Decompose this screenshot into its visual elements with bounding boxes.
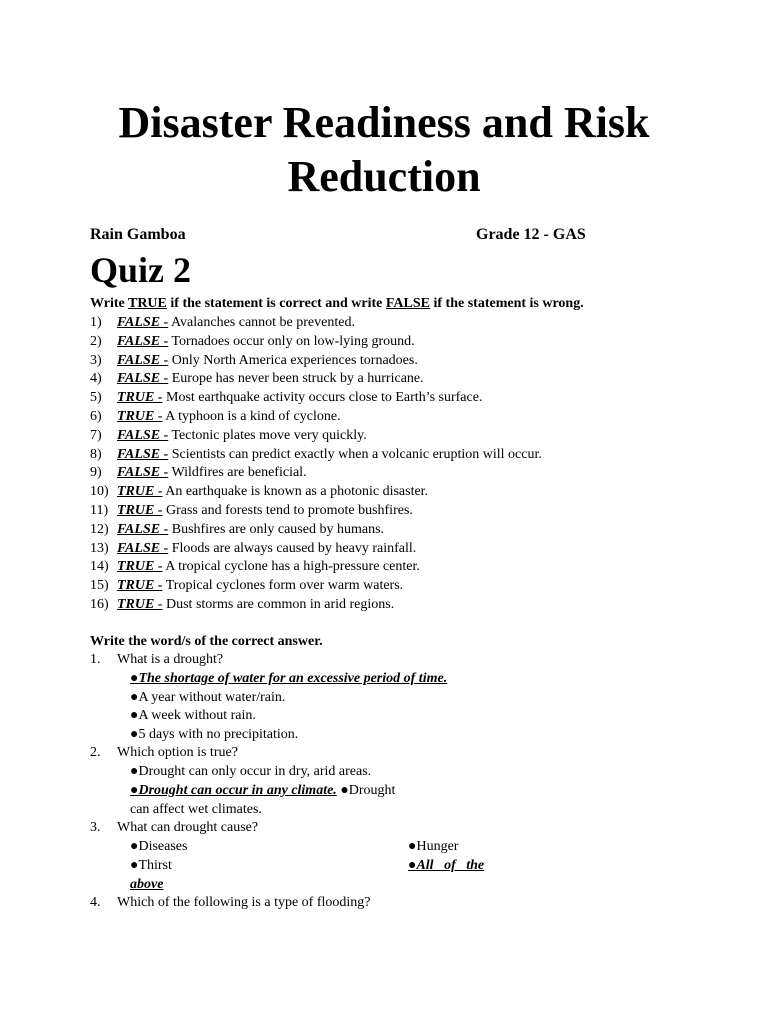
tf-item-statement: Tectonic plates move very quickly. bbox=[168, 427, 367, 443]
true-false-list bbox=[90, 314, 542, 615]
question-1: 1. What is a drought? bbox=[90, 652, 224, 667]
tf-item-number: 9) bbox=[90, 465, 102, 481]
tf-item-answer: FALSE - bbox=[117, 465, 169, 481]
tf-item-number: 3) bbox=[90, 352, 102, 368]
tf-item-answer: FALSE - bbox=[117, 333, 169, 349]
q2-option-1: ●Drought can only occur in dry, arid areas. bbox=[130, 764, 372, 779]
tf-item-answer: TRUE - bbox=[117, 578, 163, 594]
tf-item-number: 2) bbox=[90, 333, 102, 349]
tf-item-answer: TRUE - bbox=[117, 484, 163, 500]
tf-item-number: 11) bbox=[90, 502, 109, 518]
tf-item-answer: FALSE - bbox=[117, 371, 169, 387]
tf-item bbox=[90, 521, 542, 540]
student-name: Rain Gamboa bbox=[90, 226, 186, 243]
q1-option-4: ●5 days with no precipitation. bbox=[130, 727, 299, 742]
title-line-2: Reduction bbox=[287, 152, 481, 201]
tf-item-number: 5) bbox=[90, 390, 102, 406]
tf-item-statement: Scientists can predict exactly when a volcanic eruption will occur. bbox=[168, 446, 542, 462]
tf-item bbox=[90, 427, 542, 446]
tf-item-statement: Grass and forests tend to promote bushfires. bbox=[162, 502, 413, 518]
q2-option-3: ●Drought bbox=[336, 783, 396, 798]
tf-item-number: 7) bbox=[90, 427, 102, 443]
q2-option-correct: ●Drought can occur in any climate. bbox=[130, 783, 337, 798]
tf-item-answer: FALSE - bbox=[117, 521, 169, 537]
tf-item bbox=[90, 446, 542, 465]
tf-item-statement: Floods are always caused by heavy rainfall. bbox=[168, 540, 417, 556]
tf-item bbox=[90, 483, 542, 502]
tf-item-statement: A typhoon is a kind of cyclone. bbox=[162, 408, 341, 424]
quiz-title: Quiz 2 bbox=[90, 250, 192, 290]
tf-item-statement: A tropical cyclone has a high-pressure center. bbox=[162, 559, 420, 575]
tf-item-answer: TRUE - bbox=[117, 502, 163, 518]
tf-item-statement: Bushfires are only caused by humans. bbox=[168, 521, 385, 537]
tf-item-answer: TRUE - bbox=[117, 390, 163, 406]
q3-option-d-cont: above bbox=[130, 877, 164, 892]
tf-item-answer: FALSE - bbox=[117, 540, 169, 556]
tf-item-number: 4) bbox=[90, 371, 102, 387]
tf-item-statement: Only North America experiences tornadoes. bbox=[168, 352, 418, 368]
tf-item bbox=[90, 352, 542, 371]
tf-item-answer: FALSE - bbox=[117, 446, 169, 462]
q3-option-d-correct: ●All of the bbox=[408, 858, 485, 873]
tf-item-statement: Europe has never been struck by a hurricane. bbox=[168, 371, 424, 387]
tf-item-number: 8) bbox=[90, 446, 102, 462]
tf-item-statement: Tropical cyclones form over warm waters. bbox=[162, 578, 404, 594]
question-4: 4. Which of the following is a type of flooding? bbox=[90, 895, 371, 910]
q3-option-c: ●Thirst bbox=[130, 858, 172, 873]
tf-item-number: 15) bbox=[90, 578, 109, 594]
tf-item-number: 14) bbox=[90, 559, 109, 575]
tf-item-statement: Wildfires are beneficial. bbox=[168, 465, 307, 481]
part2-instruction: Write the word/s of the correct answer. bbox=[90, 634, 323, 649]
question-3: 3. What can drought cause? bbox=[90, 820, 259, 835]
tf-item-number: 12) bbox=[90, 521, 109, 537]
q1-option-3: ●A week without rain. bbox=[130, 708, 256, 723]
tf-item bbox=[90, 540, 542, 559]
tf-item bbox=[90, 389, 542, 408]
tf-item bbox=[90, 314, 542, 333]
tf-item-statement: Most earthquake activity occurs close to Earth’s surface. bbox=[162, 390, 483, 406]
tf-item-number: 1) bbox=[90, 315, 102, 330]
tf-item-statement: An earthquake is known as a photonic disaster. bbox=[162, 484, 429, 500]
tf-item-answer: TRUE - bbox=[117, 596, 163, 612]
q2-option-3-cont: can affect wet climates. bbox=[130, 802, 262, 817]
question-2: 2. Which option is true? bbox=[90, 745, 238, 760]
tf-item bbox=[90, 502, 542, 521]
page-title bbox=[0, 96, 768, 204]
grade-section: Grade 12 - GAS bbox=[476, 226, 586, 243]
tf-item bbox=[90, 333, 542, 352]
tf-item-answer: TRUE - bbox=[117, 408, 163, 424]
tf-item-answer: FALSE - bbox=[117, 427, 169, 443]
tf-item-statement: Dust storms are common in arid regions. bbox=[162, 596, 395, 612]
tf-item bbox=[90, 408, 542, 427]
tf-item-answer: TRUE - bbox=[117, 559, 163, 575]
tf-item-number: 13) bbox=[90, 540, 109, 556]
q1-option-2: ●A year without water/rain. bbox=[130, 690, 286, 705]
q1-option-correct: ●The shortage of water for an excessive period of time. bbox=[130, 671, 448, 686]
tf-item-number: 10) bbox=[90, 484, 109, 500]
tf-item-answer: FALSE - bbox=[117, 352, 169, 368]
tf-item bbox=[90, 464, 542, 483]
q3-option-a: ●Diseases bbox=[130, 839, 188, 854]
q3-option-b: ●Hunger bbox=[408, 839, 459, 854]
q2-option-row bbox=[130, 782, 395, 801]
tf-item-answer: FALSE - bbox=[117, 315, 169, 330]
tf-item-number: 16) bbox=[90, 596, 109, 612]
title-line-1: Disaster Readiness and Risk bbox=[118, 98, 650, 147]
part1-instruction: Write TRUE if the statement is correct and write FALSE if the statement is wrong. bbox=[90, 296, 584, 311]
tf-item-statement: Tornadoes occur only on low-lying ground. bbox=[168, 333, 415, 349]
tf-item-number: 6) bbox=[90, 408, 102, 424]
tf-item bbox=[90, 577, 542, 596]
tf-item bbox=[90, 558, 542, 577]
tf-item bbox=[90, 596, 542, 615]
tf-item-statement: Avalanches cannot be prevented. bbox=[168, 315, 355, 330]
tf-item bbox=[90, 370, 542, 389]
